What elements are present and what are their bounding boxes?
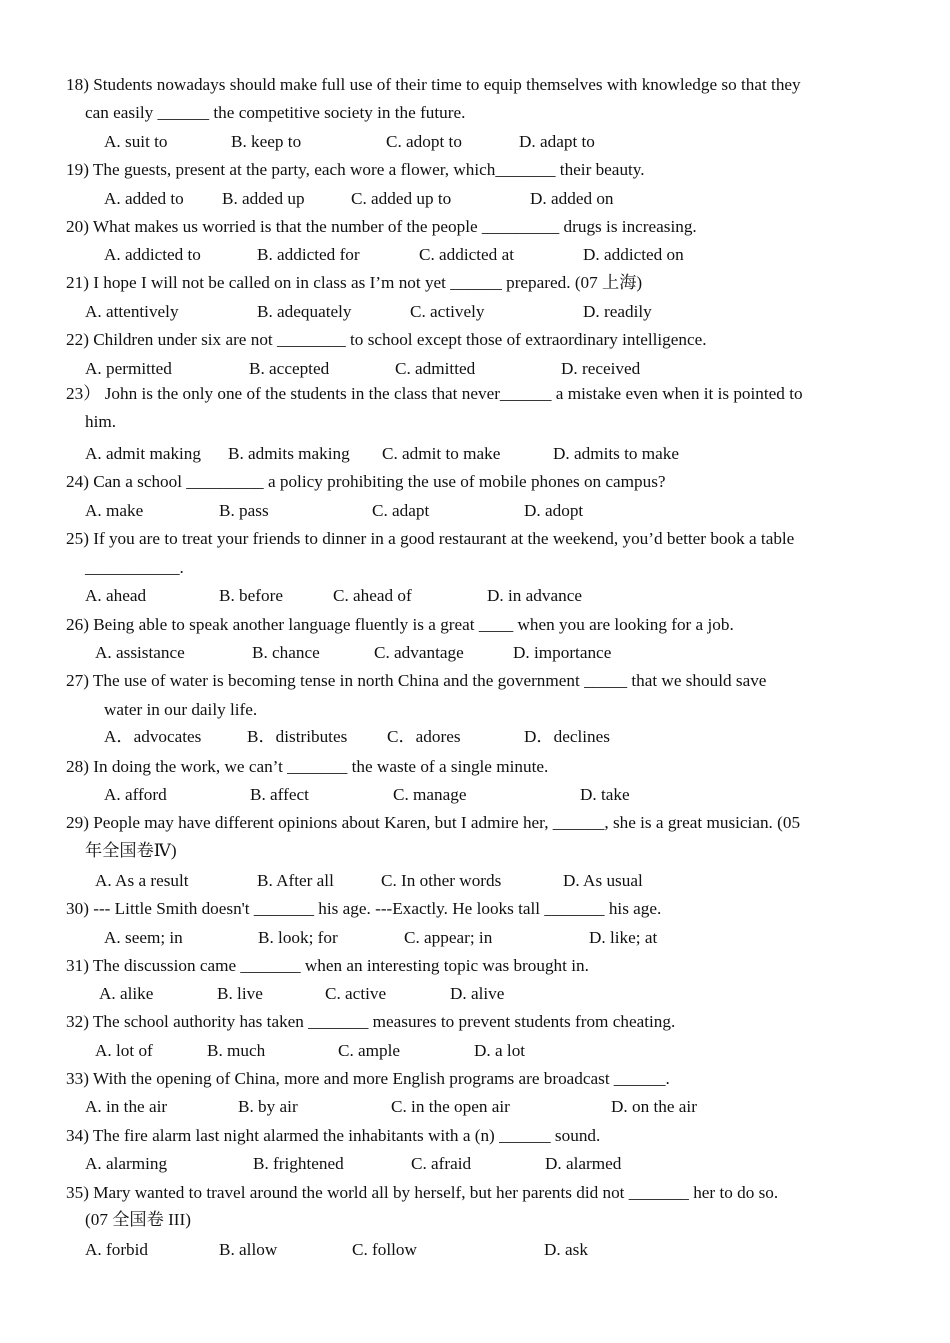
answer-option-d: D. alarmed	[545, 1154, 622, 1173]
question-stem-text: John is the only one of the students in the class that never______ a mistake even when it is pointed to	[104, 384, 803, 403]
question-stem-text: The guests, present at the party, each wore a flower, which_______ their beauty.	[92, 160, 645, 179]
question-27-options	[0, 726, 950, 748]
question-stem-text: Students nowadays should make full use of their time to equip themselves with knowledge so that they	[93, 75, 801, 94]
answer-option-c: C. admit to make	[382, 444, 501, 463]
answer-option-a: A. As a result	[95, 871, 189, 890]
question-26-stem-line	[66, 614, 734, 636]
answer-option-a: A. permitted	[85, 359, 172, 378]
question-number: 25)	[66, 529, 89, 548]
answer-option-b: B. chance	[252, 643, 320, 662]
question-number: 32)	[66, 1012, 89, 1031]
question-number: 30)	[66, 899, 89, 918]
answer-option-d: D. As usual	[563, 871, 643, 890]
question-35-stem-line	[66, 1182, 778, 1204]
question-number: 29)	[66, 813, 89, 832]
question-stem-text: The discussion came _______ when an interesting topic was brought in.	[92, 956, 589, 975]
question-stem-text: 年全国卷Ⅳ)	[85, 841, 177, 860]
answer-option-b: B. look; for	[258, 928, 338, 947]
question-stem-text: Can a school _________ a policy prohibiting the use of mobile phones on campus?	[93, 472, 666, 491]
question-23-stem-line	[66, 383, 803, 405]
question-34-options	[0, 1153, 950, 1175]
answer-option-d: D. addicted on	[583, 245, 684, 264]
answer-option-a: A. forbid	[85, 1240, 149, 1259]
answer-option-d: D. take	[580, 785, 630, 804]
answer-option-c: C. active	[325, 984, 387, 1003]
question-stem-text: Mary wanted to travel around the world all by herself, but her parents did not _______ her to do so.	[93, 1183, 779, 1202]
question-30-stem-line	[66, 898, 661, 920]
question-stem-text: I hope I will not be called on in class as I’m not yet ______ prepared. (07 上海)	[93, 273, 643, 292]
question-34-stem-line	[66, 1125, 600, 1147]
question-25-stem-line	[85, 557, 184, 579]
answer-option-a: A. afford	[104, 785, 167, 804]
answer-option-c: C. ahead of	[333, 586, 412, 605]
question-28-stem-line	[66, 756, 548, 778]
question-number: 35)	[66, 1183, 89, 1202]
answer-option-b: B. much	[207, 1041, 266, 1060]
answer-option-d: D．declines	[524, 727, 610, 746]
answer-option-b: B. frightened	[253, 1154, 344, 1173]
answer-option-b: B．distributes	[247, 727, 348, 746]
question-24-options	[0, 500, 950, 522]
answer-option-b: B. adequately	[257, 302, 352, 321]
answer-option-a: A．advocates	[104, 727, 202, 746]
question-33-options	[0, 1096, 950, 1118]
question-stem-text: water in our daily life.	[104, 700, 258, 719]
answer-option-b: B. live	[217, 984, 263, 1003]
answer-option-b: B. pass	[219, 501, 269, 520]
question-number: 18)	[66, 75, 89, 94]
answer-option-c: C. afraid	[411, 1154, 472, 1173]
question-20-stem-line	[66, 216, 697, 238]
answer-option-d: D. importance	[513, 643, 612, 662]
question-number: 33)	[66, 1069, 89, 1088]
answer-option-d: D. received	[561, 359, 641, 378]
question-35-stem-line	[85, 1209, 191, 1231]
question-33-stem-line	[66, 1068, 670, 1090]
answer-option-b: B. admits making	[228, 444, 350, 463]
answer-option-a: A. in the air	[85, 1097, 168, 1116]
answer-option-a: A. admit making	[85, 444, 201, 463]
question-stem-text: him.	[85, 412, 117, 431]
answer-option-d: D. on the air	[611, 1097, 697, 1116]
answer-option-b: B. addicted for	[257, 245, 360, 264]
question-stem-text: People may have different opinions about Karen, but I admire her, ______, she is a great musician. (05	[93, 813, 801, 832]
question-27-stem-line	[66, 670, 766, 692]
answer-option-b: B. added up	[222, 189, 305, 208]
question-stem-text: With the opening of China, more and more English programs are broadcast ______.	[92, 1069, 670, 1088]
answer-option-b: B. keep to	[231, 132, 302, 151]
question-stem-text: The school authority has taken _______ measures to prevent students from cheating.	[92, 1012, 676, 1031]
question-stem-text: can easily ______ the competitive society in the future.	[85, 103, 466, 122]
answer-option-d: D. a lot	[474, 1041, 526, 1060]
question-stem-text: What makes us worried is that the number of the people _________ drugs is increasing.	[92, 217, 697, 236]
answer-option-c: C. follow	[352, 1240, 417, 1259]
answer-option-a: A. attentively	[85, 302, 179, 321]
question-stem-text: The use of water is becoming tense in north China and the government _____ that we should save	[92, 671, 767, 690]
question-stem-text: The fire alarm last night alarmed the inhabitants with a (n) ______ sound.	[92, 1126, 601, 1145]
answer-option-c: C. actively	[410, 302, 485, 321]
question-22-stem-line	[66, 329, 707, 351]
question-26-options	[0, 642, 950, 664]
question-29-stem-line	[85, 840, 177, 862]
answer-option-a: A. alarming	[85, 1154, 168, 1173]
question-23-stem-line	[85, 411, 116, 433]
question-31-options	[0, 983, 950, 1005]
question-stem-text: If you are to treat your friends to dinner in a good restaurant at the weekend, you’d better book a table	[93, 529, 795, 548]
question-24-stem-line	[66, 471, 666, 493]
answer-option-b: B. affect	[250, 785, 309, 804]
question-stem-text: Being able to speak another language fluently is a great ____ when you are looking for a job.	[93, 615, 734, 634]
answer-option-c: C. advantage	[374, 643, 464, 662]
answer-option-c: C. appear; in	[404, 928, 493, 947]
question-27-stem-line	[104, 699, 257, 721]
question-32-options	[0, 1040, 950, 1062]
question-30-options	[0, 927, 950, 949]
answer-option-a: A. assistance	[95, 643, 185, 662]
question-number: 19)	[66, 160, 89, 179]
question-18-stem-line	[85, 102, 465, 124]
question-number: 23）	[66, 384, 101, 403]
answer-option-d: D. like; at	[589, 928, 658, 947]
answer-option-d: D. adapt to	[519, 132, 595, 151]
answer-option-c: C. ample	[338, 1041, 401, 1060]
question-21-options	[0, 301, 950, 323]
question-number: 20)	[66, 217, 89, 236]
answer-option-d: D. ask	[544, 1240, 588, 1259]
question-19-stem-line	[66, 159, 645, 181]
question-number: 27)	[66, 671, 89, 690]
question-28-options	[0, 784, 950, 806]
answer-option-a: A. lot of	[95, 1041, 153, 1060]
answer-option-b: B. before	[219, 586, 283, 605]
answer-option-a: A. alike	[99, 984, 154, 1003]
question-number: 34)	[66, 1126, 89, 1145]
question-stem-text: Children under six are not ________ to school except those of extraordinary intelligence.	[93, 330, 707, 349]
answer-option-d: D. alive	[450, 984, 505, 1003]
question-19-options	[0, 188, 950, 210]
answer-option-c: C. admitted	[395, 359, 476, 378]
answer-option-b: B. allow	[219, 1240, 278, 1259]
answer-option-c: C. adapt	[372, 501, 430, 520]
question-number: 26)	[66, 615, 89, 634]
answer-option-a: A. seem; in	[104, 928, 183, 947]
answer-option-c: C. manage	[393, 785, 467, 804]
question-29-stem-line	[66, 812, 800, 834]
answer-option-c: C. in the open air	[391, 1097, 510, 1116]
answer-option-b: B. After all	[257, 871, 334, 890]
answer-option-d: D. adopt	[524, 501, 584, 520]
question-stem-text: (07 全国卷 III)	[85, 1210, 191, 1229]
question-stem-text: In doing the work, we can’t _______ the waste of a single minute.	[93, 757, 549, 776]
question-32-stem-line	[66, 1011, 675, 1033]
answer-option-d: D. readily	[583, 302, 652, 321]
question-21-stem-line	[66, 272, 642, 294]
answer-option-a: A. suit to	[104, 132, 168, 151]
question-stem-text: ___________.	[85, 558, 184, 577]
answer-option-a: A. make	[85, 501, 144, 520]
question-22-options	[0, 358, 950, 380]
answer-option-b: B. accepted	[249, 359, 330, 378]
question-number: 21)	[66, 273, 89, 292]
answer-option-c: C．adores	[387, 727, 461, 746]
question-number: 22)	[66, 330, 89, 349]
answer-option-c: C. added up to	[351, 189, 452, 208]
question-number: 28)	[66, 757, 89, 776]
answer-option-b: B. by air	[238, 1097, 298, 1116]
answer-option-c: C. In other words	[381, 871, 502, 890]
question-25-options	[0, 585, 950, 607]
question-25-stem-line	[66, 528, 794, 550]
question-number: 31)	[66, 956, 89, 975]
question-18-stem-line	[66, 74, 801, 96]
question-stem-text: --- Little Smith doesn't _______ his age. ---Exactly. He looks tall _______ his age.	[93, 899, 662, 918]
question-18-options	[0, 131, 950, 153]
question-35-options	[0, 1239, 950, 1261]
answer-option-a: A. addicted to	[104, 245, 201, 264]
question-29-options	[0, 870, 950, 892]
answer-option-c: C. adopt to	[386, 132, 462, 151]
question-23-options	[0, 443, 950, 465]
answer-option-a: A. ahead	[85, 586, 147, 605]
question-20-options	[0, 244, 950, 266]
answer-option-d: D. added on	[530, 189, 614, 208]
question-number: 24)	[66, 472, 89, 491]
answer-option-a: A. added to	[104, 189, 184, 208]
answer-option-c: C. addicted at	[419, 245, 514, 264]
question-31-stem-line	[66, 955, 589, 977]
answer-option-d: D. admits to make	[553, 444, 680, 463]
answer-option-d: D. in advance	[487, 586, 582, 605]
